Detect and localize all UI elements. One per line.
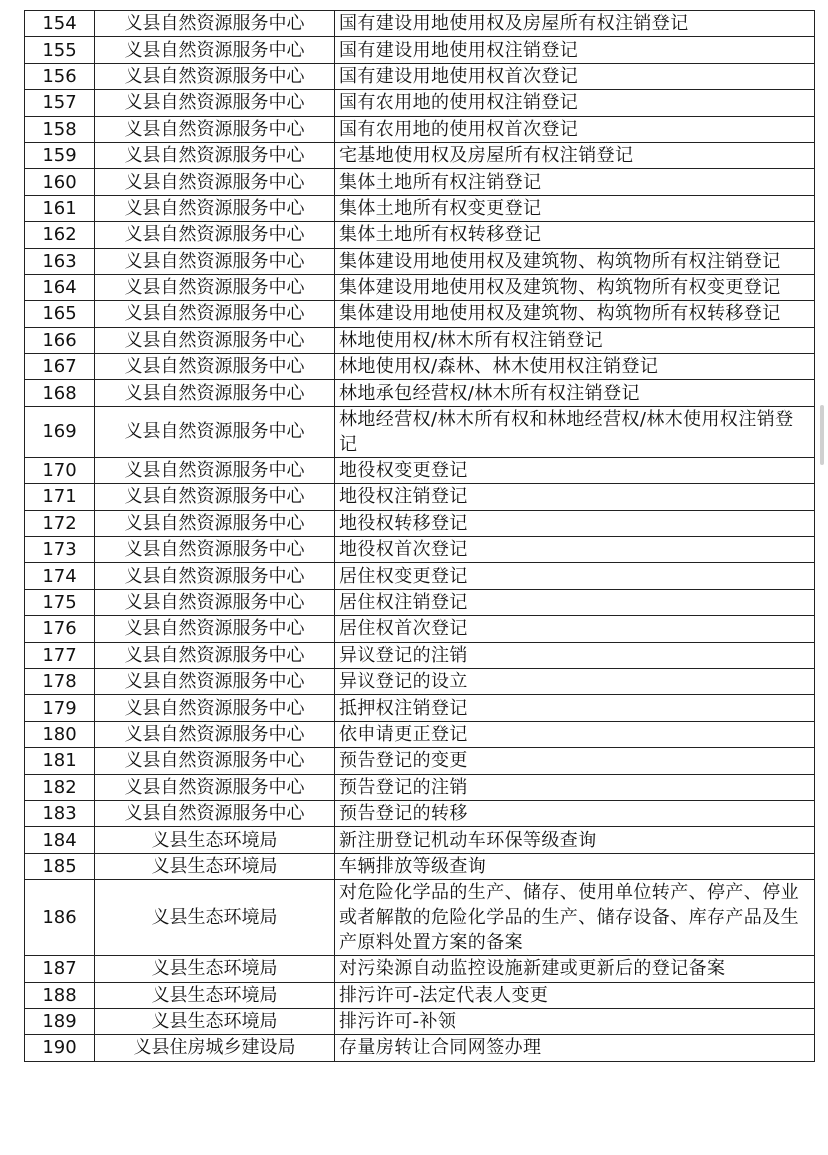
service-item-cell: 预告登记的注销 — [335, 774, 815, 800]
service-item-cell: 林地承包经营权/林木所有权注销登记 — [335, 380, 815, 406]
table-row — [25, 484, 815, 510]
row-number: 174 — [25, 563, 95, 589]
row-number: 156 — [25, 63, 95, 89]
row-number: 179 — [25, 695, 95, 721]
table-row — [25, 327, 815, 353]
service-item-cell: 排污许可-法定代表人变更 — [335, 982, 815, 1008]
row-number: 163 — [25, 248, 95, 274]
service-item-cell: 集体土地所有权变更登记 — [335, 195, 815, 221]
department-cell: 义县自然资源服务中心 — [95, 142, 335, 168]
table-row — [25, 301, 815, 327]
row-number: 184 — [25, 827, 95, 853]
service-item-cell: 林地使用权/森林、林木使用权注销登记 — [335, 354, 815, 380]
department-cell: 义县自然资源服务中心 — [95, 589, 335, 615]
row-number: 159 — [25, 142, 95, 168]
table-row — [25, 800, 815, 826]
department-cell: 义县自然资源服务中心 — [95, 301, 335, 327]
row-number: 190 — [25, 1035, 95, 1061]
service-item-cell: 地役权首次登记 — [335, 537, 815, 563]
service-item-cell: 林地经营权/林木所有权和林地经营权/林木使用权注销登记 — [335, 406, 815, 457]
service-item-cell: 依申请更正登记 — [335, 721, 815, 747]
service-item-cell: 集体土地所有权转移登记 — [335, 222, 815, 248]
row-number: 166 — [25, 327, 95, 353]
service-item-cell: 对危险化学品的生产、储存、使用单位转产、停产、停业或者解散的危险化学品的生产、储存设备、库存产品及生产原料处置方案的备案 — [335, 880, 815, 956]
table-row — [25, 222, 815, 248]
department-cell: 义县自然资源服务中心 — [95, 484, 335, 510]
department-cell: 义县自然资源服务中心 — [95, 274, 335, 300]
department-cell: 义县自然资源服务中心 — [95, 380, 335, 406]
service-item-cell: 地役权转移登记 — [335, 510, 815, 536]
service-item-cell: 异议登记的设立 — [335, 668, 815, 694]
table-row — [25, 457, 815, 483]
table-row — [25, 142, 815, 168]
service-item-cell: 国有农用地的使用权注销登记 — [335, 90, 815, 116]
row-number: 158 — [25, 116, 95, 142]
department-cell: 义县自然资源服务中心 — [95, 327, 335, 353]
department-cell: 义县生态环境局 — [95, 880, 335, 956]
service-items-table — [24, 10, 815, 1062]
department-cell: 义县自然资源服务中心 — [95, 354, 335, 380]
row-number: 171 — [25, 484, 95, 510]
table-row — [25, 616, 815, 642]
service-item-cell: 国有农用地的使用权首次登记 — [335, 116, 815, 142]
department-cell: 义县自然资源服务中心 — [95, 721, 335, 747]
department-cell: 义县自然资源服务中心 — [95, 195, 335, 221]
row-number: 162 — [25, 222, 95, 248]
row-number: 185 — [25, 853, 95, 879]
department-cell: 义县自然资源服务中心 — [95, 563, 335, 589]
row-number: 175 — [25, 589, 95, 615]
table-row — [25, 956, 815, 982]
department-cell: 义县自然资源服务中心 — [95, 537, 335, 563]
row-number: 173 — [25, 537, 95, 563]
row-number: 188 — [25, 982, 95, 1008]
row-number: 180 — [25, 721, 95, 747]
department-cell: 义县住房城乡建设局 — [95, 1035, 335, 1061]
department-cell: 义县自然资源服务中心 — [95, 668, 335, 694]
service-item-cell: 预告登记的变更 — [335, 748, 815, 774]
department-cell: 义县自然资源服务中心 — [95, 116, 335, 142]
department-cell: 义县生态环境局 — [95, 853, 335, 879]
row-number: 169 — [25, 406, 95, 457]
table-row — [25, 510, 815, 536]
row-number: 186 — [25, 880, 95, 956]
table-row — [25, 11, 815, 37]
table-row — [25, 37, 815, 63]
department-cell: 义县生态环境局 — [95, 827, 335, 853]
department-cell: 义县自然资源服务中心 — [95, 774, 335, 800]
service-item-cell: 居住权变更登记 — [335, 563, 815, 589]
service-item-cell: 车辆排放等级查询 — [335, 853, 815, 879]
department-cell: 义县自然资源服务中心 — [95, 406, 335, 457]
service-item-cell: 地役权注销登记 — [335, 484, 815, 510]
table-row — [25, 748, 815, 774]
table-row — [25, 116, 815, 142]
row-number: 189 — [25, 1008, 95, 1034]
table-row — [25, 248, 815, 274]
table-row — [25, 982, 815, 1008]
row-number: 155 — [25, 37, 95, 63]
department-cell: 义县自然资源服务中心 — [95, 800, 335, 826]
row-number: 182 — [25, 774, 95, 800]
service-item-cell: 异议登记的注销 — [335, 642, 815, 668]
service-item-cell: 国有建设用地使用权注销登记 — [335, 37, 815, 63]
table-row — [25, 380, 815, 406]
service-item-cell: 林地使用权/林木所有权注销登记 — [335, 327, 815, 353]
department-cell: 义县自然资源服务中心 — [95, 695, 335, 721]
table-row — [25, 827, 815, 853]
table-row — [25, 642, 815, 668]
row-number: 161 — [25, 195, 95, 221]
table-row — [25, 853, 815, 879]
table-row — [25, 169, 815, 195]
row-number: 157 — [25, 90, 95, 116]
table-row — [25, 589, 815, 615]
service-item-cell: 预告登记的转移 — [335, 800, 815, 826]
table-row — [25, 90, 815, 116]
department-cell: 义县自然资源服务中心 — [95, 169, 335, 195]
service-item-cell: 集体建设用地使用权及建筑物、构筑物所有权变更登记 — [335, 274, 815, 300]
row-number: 170 — [25, 457, 95, 483]
service-item-cell: 存量房转让合同网签办理 — [335, 1035, 815, 1061]
department-cell: 义县生态环境局 — [95, 1008, 335, 1034]
row-number: 178 — [25, 668, 95, 694]
row-number: 183 — [25, 800, 95, 826]
service-item-cell: 新注册登记机动车环保等级查询 — [335, 827, 815, 853]
department-cell: 义县自然资源服务中心 — [95, 510, 335, 536]
table-row — [25, 880, 815, 956]
table-row — [25, 695, 815, 721]
row-number: 181 — [25, 748, 95, 774]
table-row — [25, 63, 815, 89]
service-item-cell: 抵押权注销登记 — [335, 695, 815, 721]
department-cell: 义县生态环境局 — [95, 982, 335, 1008]
department-cell: 义县自然资源服务中心 — [95, 37, 335, 63]
table-row — [25, 563, 815, 589]
row-number: 177 — [25, 642, 95, 668]
table-row — [25, 1035, 815, 1061]
department-cell: 义县自然资源服务中心 — [95, 63, 335, 89]
table-row — [25, 721, 815, 747]
row-number: 165 — [25, 301, 95, 327]
department-cell: 义县自然资源服务中心 — [95, 457, 335, 483]
row-number: 187 — [25, 956, 95, 982]
table-row — [25, 354, 815, 380]
row-number: 172 — [25, 510, 95, 536]
row-number: 167 — [25, 354, 95, 380]
service-item-cell: 集体土地所有权注销登记 — [335, 169, 815, 195]
service-item-cell: 对污染源自动监控设施新建或更新后的登记备案 — [335, 956, 815, 982]
department-cell: 义县自然资源服务中心 — [95, 11, 335, 37]
department-cell: 义县生态环境局 — [95, 956, 335, 982]
table-row — [25, 537, 815, 563]
department-cell: 义县自然资源服务中心 — [95, 616, 335, 642]
table-row — [25, 195, 815, 221]
department-cell: 义县自然资源服务中心 — [95, 248, 335, 274]
service-item-cell: 国有建设用地使用权首次登记 — [335, 63, 815, 89]
table-row — [25, 1008, 815, 1034]
department-cell: 义县自然资源服务中心 — [95, 642, 335, 668]
service-item-cell: 集体建设用地使用权及建筑物、构筑物所有权转移登记 — [335, 301, 815, 327]
row-number: 168 — [25, 380, 95, 406]
row-number: 160 — [25, 169, 95, 195]
service-item-cell: 居住权首次登记 — [335, 616, 815, 642]
department-cell: 义县自然资源服务中心 — [95, 90, 335, 116]
service-item-cell: 国有建设用地使用权及房屋所有权注销登记 — [335, 11, 815, 37]
table-row — [25, 774, 815, 800]
service-item-cell: 排污许可-补领 — [335, 1008, 815, 1034]
department-cell: 义县自然资源服务中心 — [95, 748, 335, 774]
table-row — [25, 406, 815, 457]
service-item-cell: 地役权变更登记 — [335, 457, 815, 483]
table-row — [25, 668, 815, 694]
row-number: 154 — [25, 11, 95, 37]
service-item-cell: 集体建设用地使用权及建筑物、构筑物所有权注销登记 — [335, 248, 815, 274]
table-row — [25, 274, 815, 300]
department-cell: 义县自然资源服务中心 — [95, 222, 335, 248]
service-item-cell: 宅基地使用权及房屋所有权注销登记 — [335, 142, 815, 168]
row-number: 176 — [25, 616, 95, 642]
table-body — [25, 11, 815, 1062]
row-number: 164 — [25, 274, 95, 300]
service-item-cell: 居住权注销登记 — [335, 589, 815, 615]
scrollbar-thumb[interactable] — [820, 405, 824, 465]
